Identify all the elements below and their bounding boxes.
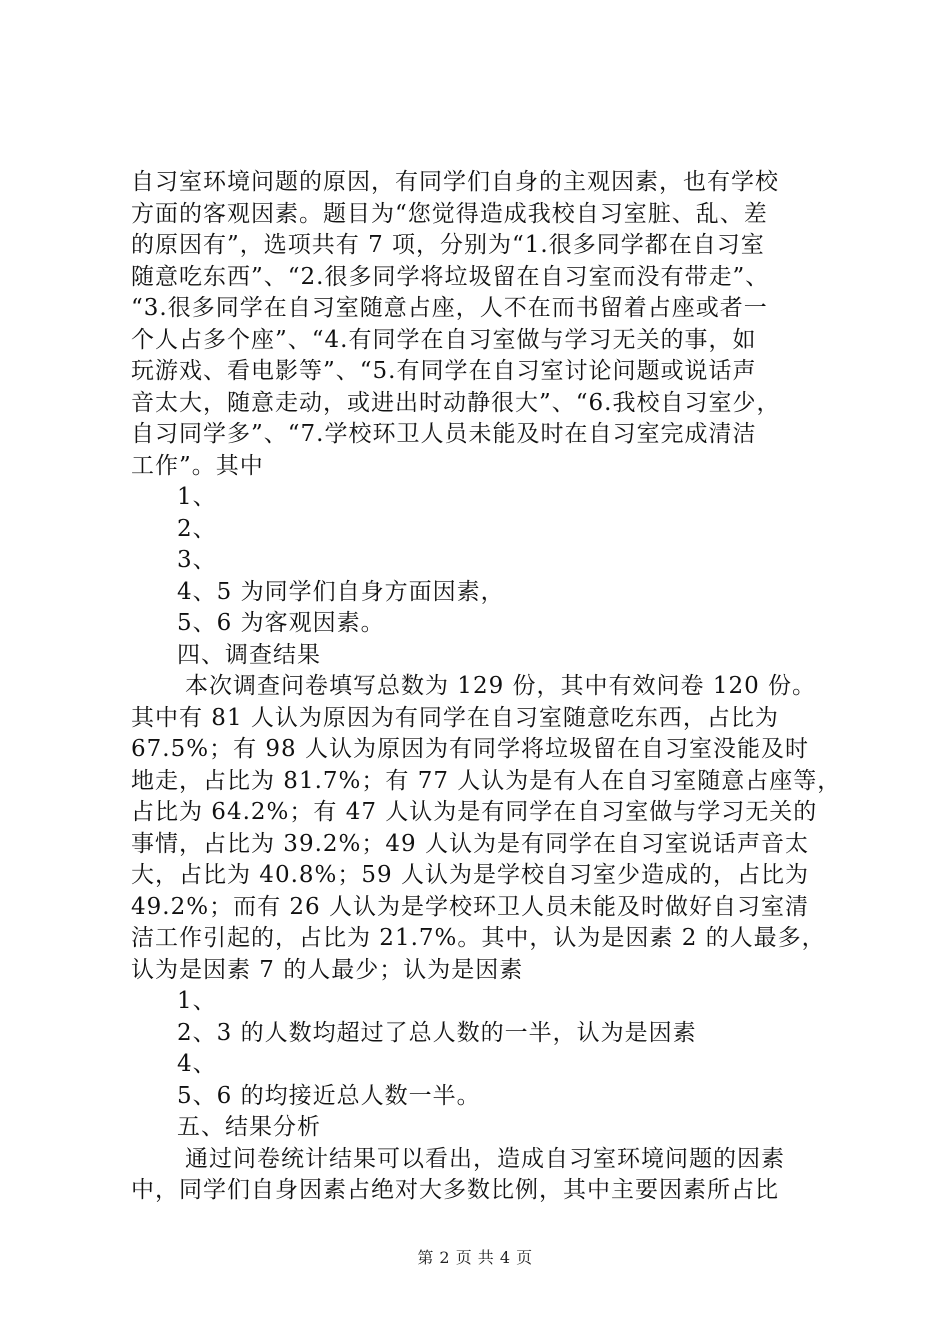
list-item: 1、 bbox=[177, 988, 217, 1014]
page-number-footer: 第 2 页 共 4 页 bbox=[417, 1248, 533, 1267]
text-line: 大，占比为 40.8%；59 人认为是学校自习室少造成的，占比为 bbox=[131, 862, 809, 888]
text-line: 认为是因素 7 的人最少；认为是因素 bbox=[131, 956, 524, 983]
text-line: 个人占多个座”、“4.有同学在自习室做与学习无关的事，如 bbox=[131, 326, 757, 353]
section-heading-analysis: 五、结果分析 bbox=[177, 1114, 321, 1140]
text-line: 洁工作引起的，占比为 21.7%。其中，认为是因素 2 的人最多， bbox=[131, 925, 826, 951]
text-line: “3.很多同学在自习室随意占座，人不在而书留着占座或者一 bbox=[131, 295, 768, 321]
list-item: 2、 bbox=[177, 515, 217, 542]
text-line: 67.5%；有 98 人认为原因为有同学将垃圾留在自习室没能及时 bbox=[131, 736, 809, 762]
list-item: 2、3 的人数均超过了总人数的一半，认为是因素 bbox=[177, 1019, 697, 1046]
text-line: 音太大，随意走动，或进出时动静很大”、“6.我校自习室少， bbox=[131, 389, 781, 416]
list-item: 1、 bbox=[177, 484, 217, 510]
text-line: 随意吃东西”、“2.很多同学将垃圾留在自习室而没有带走”、 bbox=[131, 263, 770, 290]
document-body bbox=[131, 167, 842, 1207]
list-item: 5、6 的均接近总人数一半。 bbox=[177, 1082, 481, 1109]
text-line: 占比为 64.2%；有 47 人认为是有同学在自习室做与学习无关的 bbox=[131, 799, 818, 825]
text-line: 工作”。其中 bbox=[131, 452, 264, 479]
text-line: 自习同学多”、“7.学校环卫人员未能及时在自习室完成清洁 bbox=[131, 421, 757, 447]
text-line: 的原因有”，选项共有 7 项，分别为“1.很多同学都在自习室 bbox=[131, 232, 765, 258]
list-item: 3、 bbox=[177, 547, 217, 573]
text-line: 中，同学们自身因素占绝对大多数比例，其中主要因素所占比 bbox=[131, 1177, 779, 1203]
text-line: 方面的客观因素。题目为“您觉得造成我校自习室脏、乱、差 bbox=[131, 200, 768, 227]
text-line: 通过问卷统计结果可以看出，造成自习室环境问题的因素 bbox=[185, 1145, 785, 1172]
section-heading-results: 四、调查结果 bbox=[177, 641, 321, 668]
text-line: 地走，占比为 81.7%；有 77 人认为是有人在自习室随意占座等， bbox=[131, 767, 842, 794]
list-item: 5、6 为客观因素。 bbox=[177, 610, 385, 636]
text-line: 其中有 81 人认为原因为有同学在自习室随意吃东西，占比为 bbox=[131, 704, 779, 731]
text-line: 事情，占比为 39.2%；49 人认为是有同学在自习室说话声音太 bbox=[131, 830, 809, 857]
text-line: 49.2%；而有 26 人认为是学校环卫人员未能及时做好自习室清 bbox=[131, 893, 809, 920]
text-line: 本次调查问卷填写总数为 129 份，其中有效问卷 120 份。 bbox=[185, 673, 817, 699]
text-line: 玩游戏、看电影等”、“5.有同学在自习室讨论问题或说话声 bbox=[131, 358, 757, 384]
text-line: 自习室环境问题的原因，有同学们自身的主观因素，也有学校 bbox=[131, 169, 779, 195]
list-item: 4、 bbox=[177, 1051, 217, 1077]
list-item: 4、5 为同学们自身方面因素， bbox=[177, 578, 505, 605]
